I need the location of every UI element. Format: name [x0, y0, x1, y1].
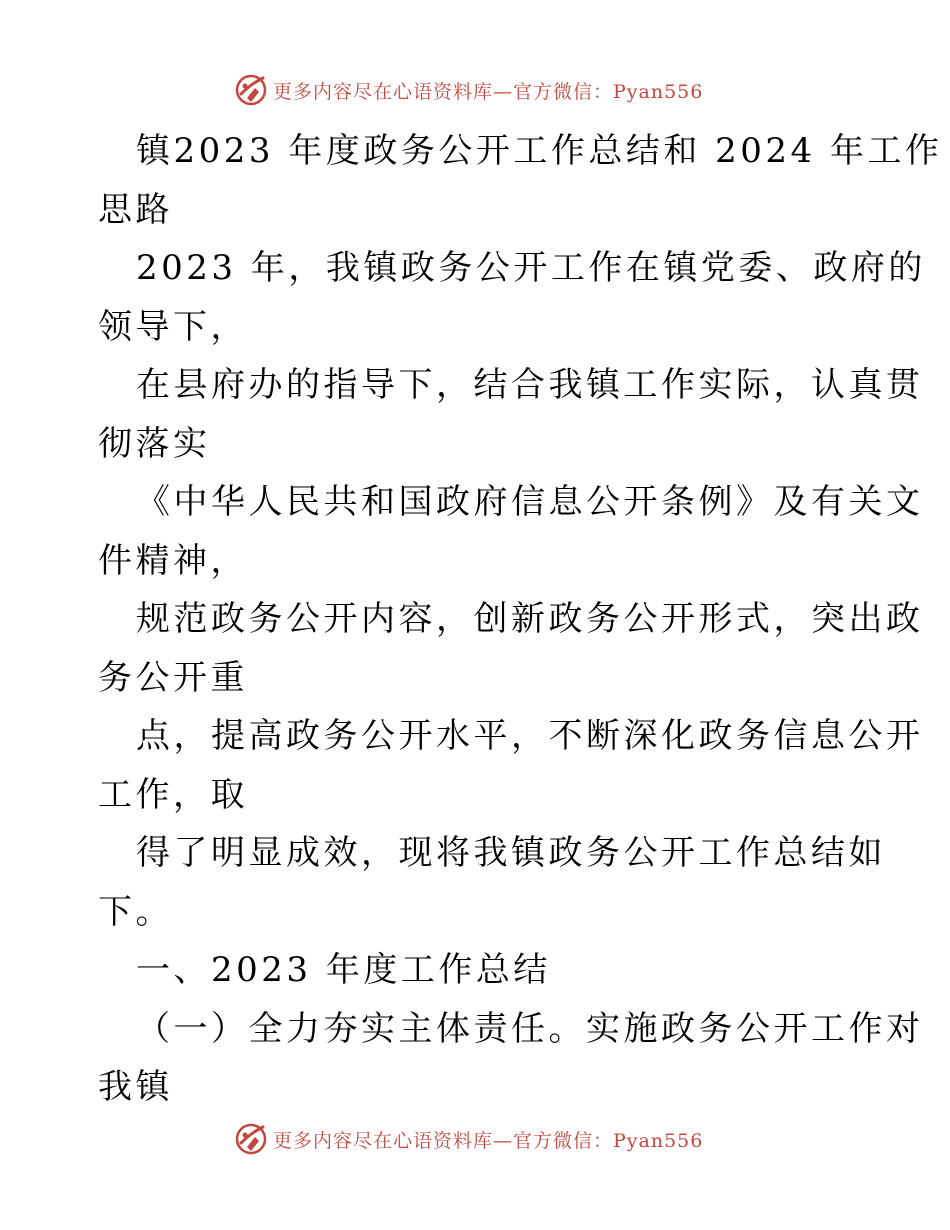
paragraph-line: （一）全力夯实主体责任。实施政务公开工作对 [136, 1008, 924, 1049]
document-body [98, 122, 943, 1117]
footer-banner [233, 1119, 703, 1159]
paragraph-line: 务公开重 [98, 657, 248, 698]
title-line-1: 镇2023 年度政务公开工作总结和 2024 年工作 [136, 131, 943, 171]
paragraph-line: 规范政务公开内容，创新政务公开形式，突出政 [136, 599, 924, 639]
paragraph-line: 我镇 [98, 1067, 173, 1107]
pen-logo-icon [233, 1121, 269, 1157]
paragraph-line: 领导下， [98, 306, 248, 347]
paragraph-line: 彻落实 [98, 423, 211, 464]
section-heading: 一、2023 年度工作总结 [136, 950, 551, 990]
pen-logo-icon [233, 72, 269, 108]
paragraph-line: 《中华人民共和国政府信息公开条例》及有关文 [136, 482, 924, 522]
paragraph-line: 在县府办的指导下，结合我镇工作实际，认真贯 [136, 365, 924, 405]
paragraph-line: 点，提高政务公开水平，不断深化政务信息公开 [136, 716, 924, 756]
paragraph-line: 下。 [98, 891, 173, 932]
header-banner-text: 更多内容尽在心语资料库—官方微信：Pyan556 [273, 80, 704, 103]
footer-banner-text: 更多内容尽在心语资料库—官方微信：Pyan556 [273, 1129, 704, 1152]
paragraph-line: 得了明显成效，现将我镇政务公开工作总结如 [136, 833, 886, 873]
paragraph-line: 工作，取 [98, 774, 248, 815]
header-banner [233, 70, 703, 110]
title-line-2: 思路 [98, 189, 173, 230]
paragraph-line: 件精神， [98, 540, 248, 581]
paragraph-line: 2023 年，我镇政务公开工作在镇党委、政府的 [136, 248, 926, 288]
